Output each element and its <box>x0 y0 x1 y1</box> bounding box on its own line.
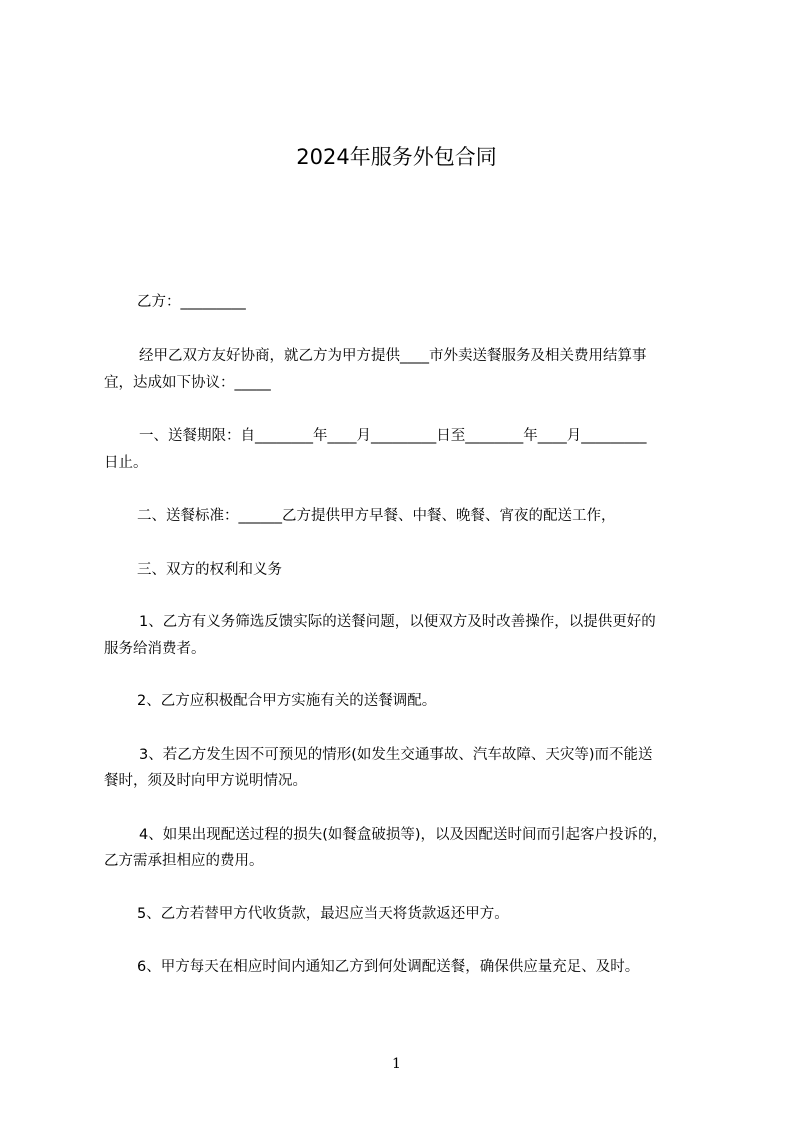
clause3-line-2: 餐时，须及时向甲方说明情况。 <box>104 773 307 789</box>
intro-line-1: 经甲乙双方友好协商，就乙方为甲方提供____市外卖送餐服务及相关费用结算事 <box>139 348 647 364</box>
section2-line: 二、送餐标准：______乙方提供甲方早餐、中餐、晚餐、宵夜的配送工作， <box>137 508 616 524</box>
clause4-line-2: 乙方需承担相应的费用。 <box>104 853 264 869</box>
clause1-line-1: 1、乙方有义务筛选反馈实际的送餐问题，以便双方及时改善操作，以提供更好的 <box>139 614 656 630</box>
document-title: 2024年服务外包合同 <box>296 145 497 169</box>
section3-heading: 三、双方的权利和义务 <box>137 562 282 578</box>
clause6-line: 6、甲方每天在相应时间内通知乙方到何处调配送餐，确保供应量充足、及时。 <box>137 959 640 975</box>
clause4-line-1: 4、如果出现配送过程的损失(如餐盒破损等)，以及因配送时间而引起客户投诉的， <box>139 827 668 843</box>
intro-line-2: 宜，达成如下协议：_____ <box>104 375 271 391</box>
page-number: 1 <box>392 1056 401 1072</box>
clause3-line-1: 3、若乙方发生因不可预见的情形(如发生交通事故、汽车故障、天灾等)而不能送 <box>139 747 653 763</box>
clause5-line: 5、乙方若替甲方代收货款，最迟应当天将货款返还甲方。 <box>137 906 509 922</box>
party-b-line: 乙方：_________ <box>137 294 246 310</box>
clause2-line: 2、乙方应积极配合甲方实施有关的送餐调配。 <box>137 693 437 709</box>
clause1-line-2: 服务给消费者。 <box>104 641 206 657</box>
section1-line-1: 一、送餐期限：自________年____月_________日至________年____月_________ <box>139 428 647 444</box>
section1-line-2: 日止。 <box>104 455 148 471</box>
